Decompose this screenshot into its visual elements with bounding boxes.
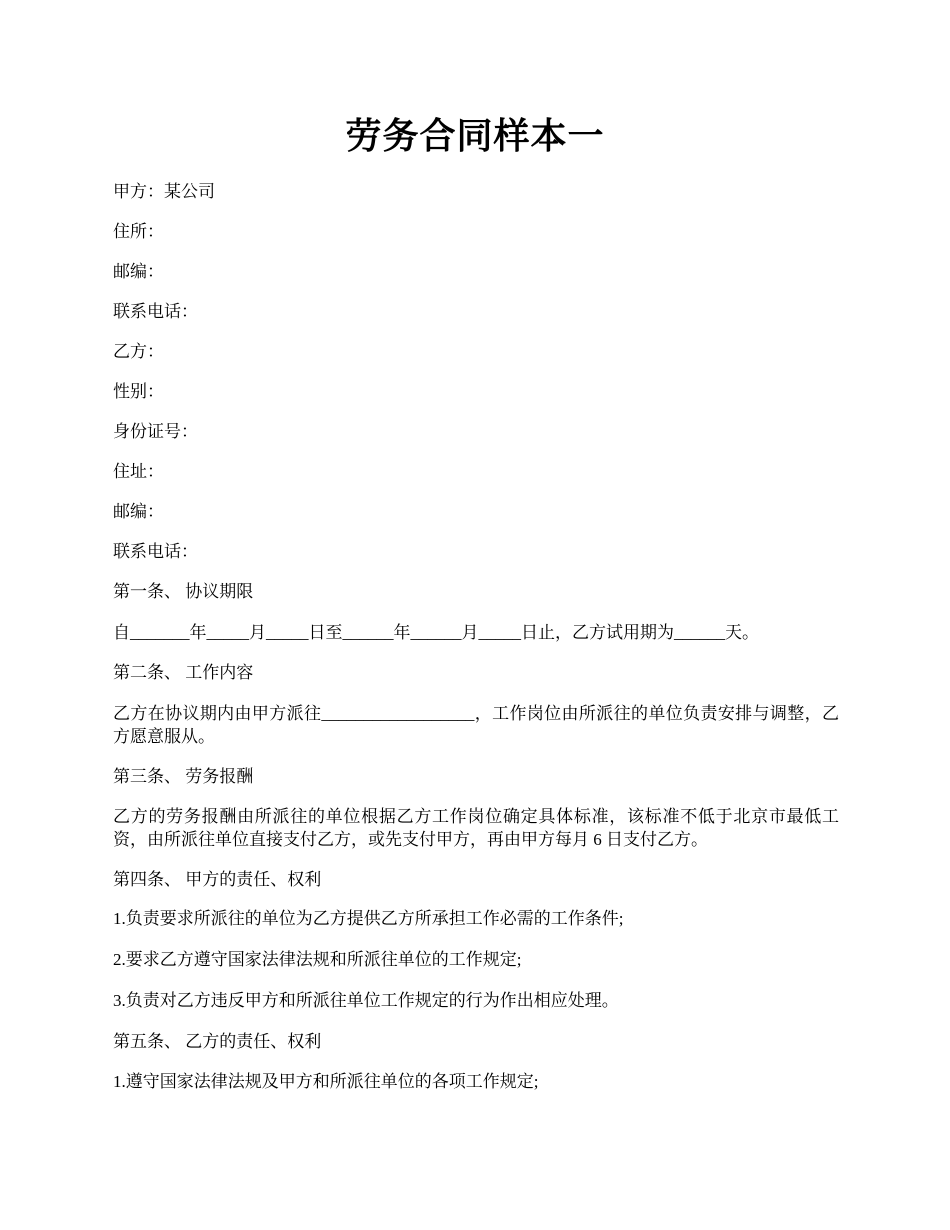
party-b-name: 乙方： <box>113 342 164 361</box>
article4-heading: 第四条、 甲方的责任、权利 <box>113 870 322 889</box>
party-b-gender: 性别： <box>113 382 164 401</box>
article2-heading: 第二条、 工作内容 <box>113 663 254 682</box>
party-b-phone: 联系电话： <box>113 542 198 561</box>
article3-heading: 第三条、 劳务报酬 <box>113 767 254 786</box>
party-b-address: 住址： <box>113 462 164 481</box>
article5-item: 1.遵守国家法律法规及甲方和所派往单位的各项工作规定; <box>113 1072 539 1091</box>
party-b-postcode: 邮编： <box>113 502 164 521</box>
party-a-name: 甲方：某公司 <box>113 182 215 201</box>
party-a-address: 住所： <box>113 222 164 241</box>
article1-heading: 第一条、 协议期限 <box>113 582 254 601</box>
article4-item: 1.负责要求所派往的单位为乙方提供乙方所承担工作必需的工作条件; <box>113 909 624 928</box>
party-b-id: 身份证号： <box>113 422 198 441</box>
party-a-postcode: 邮编： <box>113 262 164 281</box>
article1-text: 自_______年_____月_____日至______年______月_____日止，乙方试用期为______天。 <box>113 623 759 642</box>
article3-text: 乙方的劳务报酬由所派往的单位根据乙方工作岗位确定具体标准，该标准不低于北京市最低工资，由所派往单位直接支付乙方，或先支付甲方，再由甲方每月 6 日支付乙方。 <box>113 807 839 849</box>
article2-text: 乙方在协议期内由甲方派往__________________，工作岗位由所派往的单位负责安排与调整，乙方愿意服从。 <box>113 704 839 746</box>
article4-item: 3.负责对乙方违反甲方和所派往单位工作规定的行为作出相应处理。 <box>113 991 619 1010</box>
party-a-phone: 联系电话： <box>113 302 198 321</box>
document-title: 劳务合同样本一 <box>345 116 605 156</box>
article5-heading: 第五条、 乙方的责任、权利 <box>113 1032 322 1051</box>
article4-item: 2.要求乙方遵守国家法律法规和所派往单位的工作规定; <box>113 950 522 969</box>
